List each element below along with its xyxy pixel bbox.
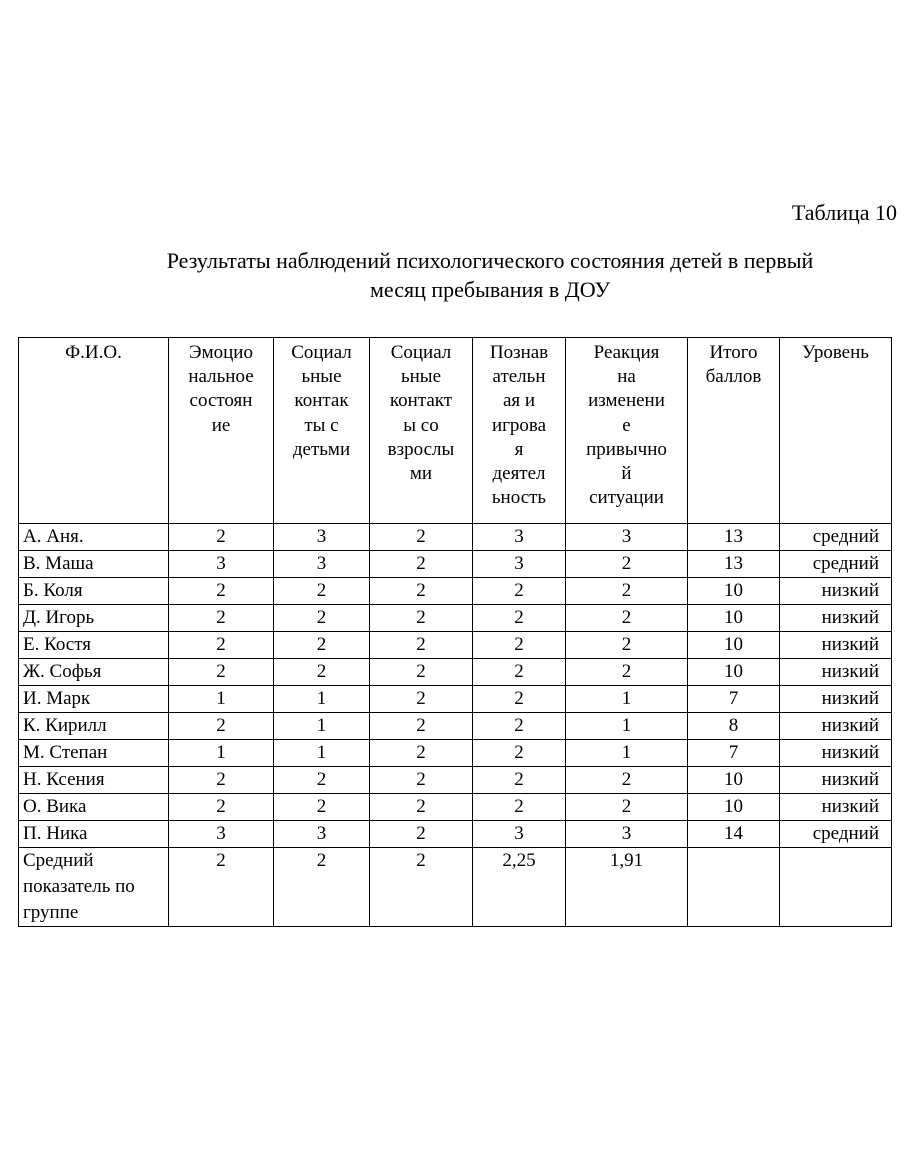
header-reaction-to-change bbox=[566, 338, 688, 524]
contacts-adults-cell: 2 bbox=[370, 551, 473, 578]
header-cognitive-play-activity-line: ательн bbox=[492, 366, 546, 388]
child-name-cell: М. Степан bbox=[19, 740, 169, 767]
activity-cell: 2 bbox=[473, 632, 566, 659]
header-cognitive-play-activity-line: ьность bbox=[491, 487, 547, 509]
contacts-adults-cell: 2 bbox=[370, 605, 473, 632]
activity-cell: 2 bbox=[473, 740, 566, 767]
header-social-contacts-children-line: ьные bbox=[301, 366, 342, 388]
emotional-state-cell: 2 bbox=[169, 794, 274, 821]
table-row bbox=[19, 794, 892, 821]
contacts-children-cell: 2 bbox=[274, 632, 370, 659]
total-points-cell: 10 bbox=[688, 659, 780, 686]
contacts-children-cell: 1 bbox=[274, 740, 370, 767]
contacts-adults-cell: 2 bbox=[370, 821, 473, 848]
child-name-cell: И. Марк bbox=[19, 686, 169, 713]
header-reaction-to-change-line: ситуации bbox=[589, 487, 664, 509]
header-reaction-to-change-line: изменени bbox=[588, 390, 665, 412]
child-name-cell: К. Кирилл bbox=[19, 713, 169, 740]
total-points-cell: 7 bbox=[688, 740, 780, 767]
table-row bbox=[19, 686, 892, 713]
header-total-points bbox=[688, 338, 780, 524]
header-emotional-state-line: состоян bbox=[189, 390, 253, 412]
reaction-cell: 2 bbox=[566, 659, 688, 686]
document-title bbox=[70, 246, 910, 304]
emotional-state-cell: 2 bbox=[169, 713, 274, 740]
contacts-children-cell: 1 bbox=[274, 713, 370, 740]
reaction-cell: 2 bbox=[566, 794, 688, 821]
level-cell: средний bbox=[780, 551, 892, 578]
level-cell: средний bbox=[780, 821, 892, 848]
contacts-adults-cell: 2 bbox=[370, 713, 473, 740]
reaction-cell: 2 bbox=[566, 578, 688, 605]
emotional-state-cell: 2 bbox=[169, 632, 274, 659]
total-points-cell: 13 bbox=[688, 524, 780, 551]
total-points-cell: 10 bbox=[688, 578, 780, 605]
child-name-cell: В. Маша bbox=[19, 551, 169, 578]
header-level bbox=[780, 338, 892, 524]
header-social-contacts-children-line: детьми bbox=[292, 438, 351, 460]
contacts-adults-cell: 2 bbox=[370, 524, 473, 551]
contacts-children-cell: 1 bbox=[274, 686, 370, 713]
child-name-cell: Н. Ксения bbox=[19, 767, 169, 794]
header-reaction-to-change-line: на bbox=[617, 366, 636, 388]
contacts-children-cell: 3 bbox=[274, 821, 370, 848]
reaction-cell: 1 bbox=[566, 740, 688, 767]
contacts-adults-cell: 2 bbox=[370, 659, 473, 686]
level-cell: средний bbox=[780, 524, 892, 551]
table-row bbox=[19, 659, 892, 686]
total-points-cell: 13 bbox=[688, 551, 780, 578]
header-level-line: Уровень bbox=[802, 342, 869, 363]
header-social-contacts-children bbox=[274, 338, 370, 524]
total-points-cell: 10 bbox=[688, 794, 780, 821]
header-social-contacts-adults-line: ми bbox=[409, 463, 433, 485]
child-name-cell: Е. Костя bbox=[19, 632, 169, 659]
average-emotional-cell: 2 bbox=[169, 848, 274, 927]
total-points-cell: 8 bbox=[688, 713, 780, 740]
header-cognitive-play-activity-line: Познав bbox=[489, 342, 549, 363]
header-total-points-line: баллов bbox=[705, 366, 762, 388]
level-cell: низкий bbox=[780, 713, 892, 740]
level-cell: низкий bbox=[780, 578, 892, 605]
document-title-line-1: Результаты наблюдений психологического состояния детей в первый bbox=[166, 248, 814, 273]
average-level-cell bbox=[780, 848, 892, 927]
contacts-children-cell: 2 bbox=[274, 767, 370, 794]
header-reaction-to-change-line: Реакция bbox=[593, 342, 660, 363]
average-total-cell bbox=[688, 848, 780, 927]
contacts-adults-cell: 2 bbox=[370, 794, 473, 821]
header-social-contacts-adults-line: взрослы bbox=[387, 438, 455, 460]
contacts-children-cell: 3 bbox=[274, 551, 370, 578]
total-points-cell: 10 bbox=[688, 632, 780, 659]
total-points-cell: 7 bbox=[688, 686, 780, 713]
header-fio bbox=[19, 338, 169, 524]
contacts-children-cell: 2 bbox=[274, 794, 370, 821]
child-name-cell: А. Аня. bbox=[19, 524, 169, 551]
reaction-cell: 1 bbox=[566, 713, 688, 740]
level-cell: низкий bbox=[780, 794, 892, 821]
child-name-cell: О. Вика bbox=[19, 794, 169, 821]
level-cell: низкий bbox=[780, 632, 892, 659]
table-row bbox=[19, 713, 892, 740]
activity-cell: 2 bbox=[473, 713, 566, 740]
activity-cell: 2 bbox=[473, 686, 566, 713]
child-name-cell: Б. Коля bbox=[19, 578, 169, 605]
header-cognitive-play-activity-line: игрова bbox=[491, 414, 547, 436]
emotional-state-cell: 2 bbox=[169, 578, 274, 605]
activity-cell: 2 bbox=[473, 605, 566, 632]
results-table bbox=[18, 337, 892, 927]
level-cell: низкий bbox=[780, 659, 892, 686]
reaction-cell: 1 bbox=[566, 686, 688, 713]
table-row bbox=[19, 767, 892, 794]
header-social-contacts-children-line: ты с bbox=[304, 414, 339, 436]
contacts-children-cell: 2 bbox=[274, 605, 370, 632]
table-row bbox=[19, 605, 892, 632]
activity-cell: 2 bbox=[473, 767, 566, 794]
activity-cell: 3 bbox=[473, 524, 566, 551]
table-number-label: Таблица 10 bbox=[791, 200, 897, 225]
header-social-contacts-adults-line: контакт bbox=[389, 390, 453, 412]
table-body bbox=[19, 524, 892, 927]
emotional-state-cell: 1 bbox=[169, 686, 274, 713]
header-reaction-to-change-line: е bbox=[622, 414, 631, 436]
header-reaction-to-change-line: й bbox=[621, 463, 632, 485]
emotional-state-cell: 2 bbox=[169, 524, 274, 551]
header-emotional-state-line: нальное bbox=[188, 366, 254, 388]
contacts-children-cell: 2 bbox=[274, 578, 370, 605]
header-total-points-line: Итого bbox=[709, 342, 758, 363]
average-activity-cell: 2,25 bbox=[473, 848, 566, 927]
reaction-cell: 2 bbox=[566, 632, 688, 659]
total-points-cell: 10 bbox=[688, 605, 780, 632]
average-contacts-adults-cell: 2 bbox=[370, 848, 473, 927]
header-fio-line: Ф.И.О. bbox=[65, 342, 122, 363]
header-social-contacts-adults-line: ы со bbox=[403, 414, 439, 436]
header-emotional-state-line: ие bbox=[211, 414, 231, 436]
contacts-adults-cell: 2 bbox=[370, 632, 473, 659]
average-reaction-cell: 1,91 bbox=[566, 848, 688, 927]
level-cell: низкий bbox=[780, 605, 892, 632]
header-cognitive-play-activity bbox=[473, 338, 566, 524]
total-points-cell: 10 bbox=[688, 767, 780, 794]
child-name-cell: Ж. Софья bbox=[19, 659, 169, 686]
header-social-contacts-children-line: Социал bbox=[291, 342, 352, 363]
emotional-state-cell: 2 bbox=[169, 605, 274, 632]
reaction-cell: 3 bbox=[566, 524, 688, 551]
header-emotional-state-line: Эмоцио bbox=[189, 342, 253, 363]
table-row bbox=[19, 578, 892, 605]
activity-cell: 2 bbox=[473, 659, 566, 686]
header-social-contacts-adults-line: Социал bbox=[390, 342, 452, 363]
emotional-state-cell: 3 bbox=[169, 821, 274, 848]
contacts-adults-cell: 2 bbox=[370, 740, 473, 767]
contacts-children-cell: 2 bbox=[274, 659, 370, 686]
activity-cell: 3 bbox=[473, 551, 566, 578]
header-social-contacts-children-line: контак bbox=[294, 390, 349, 412]
contacts-children-cell: 3 bbox=[274, 524, 370, 551]
average-row bbox=[19, 848, 892, 927]
activity-cell: 2 bbox=[473, 794, 566, 821]
level-cell: низкий bbox=[780, 686, 892, 713]
header-cognitive-play-activity-line: ая и bbox=[502, 390, 536, 412]
table-row bbox=[19, 821, 892, 848]
emotional-state-cell: 2 bbox=[169, 767, 274, 794]
emotional-state-cell: 2 bbox=[169, 659, 274, 686]
activity-cell: 2 bbox=[473, 578, 566, 605]
header-reaction-to-change-line: привычно bbox=[586, 438, 667, 460]
average-label-cell: Средний показатель по группе bbox=[19, 848, 169, 927]
document-title-line-2: месяц пребывания в ДОУ bbox=[369, 277, 611, 302]
table-row bbox=[19, 551, 892, 578]
table-row bbox=[19, 740, 892, 767]
emotional-state-cell: 3 bbox=[169, 551, 274, 578]
child-name-cell: Д. Игорь bbox=[19, 605, 169, 632]
header-social-contacts-adults-line: ьные bbox=[400, 366, 442, 388]
activity-cell: 3 bbox=[473, 821, 566, 848]
header-emotional-state bbox=[169, 338, 274, 524]
reaction-cell: 3 bbox=[566, 821, 688, 848]
header-social-contacts-adults bbox=[370, 338, 473, 524]
total-points-cell: 14 bbox=[688, 821, 780, 848]
contacts-adults-cell: 2 bbox=[370, 578, 473, 605]
table-row bbox=[19, 632, 892, 659]
level-cell: низкий bbox=[780, 767, 892, 794]
header-cognitive-play-activity-line: деятел bbox=[492, 463, 546, 485]
emotional-state-cell: 1 bbox=[169, 740, 274, 767]
header-cognitive-play-activity-line: я bbox=[514, 438, 524, 460]
reaction-cell: 2 bbox=[566, 605, 688, 632]
reaction-cell: 2 bbox=[566, 767, 688, 794]
level-cell: низкий bbox=[780, 740, 892, 767]
reaction-cell: 2 bbox=[566, 551, 688, 578]
average-contacts-children-cell: 2 bbox=[274, 848, 370, 927]
table-row bbox=[19, 524, 892, 551]
table-header-row bbox=[19, 338, 892, 524]
contacts-adults-cell: 2 bbox=[370, 767, 473, 794]
child-name-cell: П. Ника bbox=[19, 821, 169, 848]
contacts-adults-cell: 2 bbox=[370, 686, 473, 713]
